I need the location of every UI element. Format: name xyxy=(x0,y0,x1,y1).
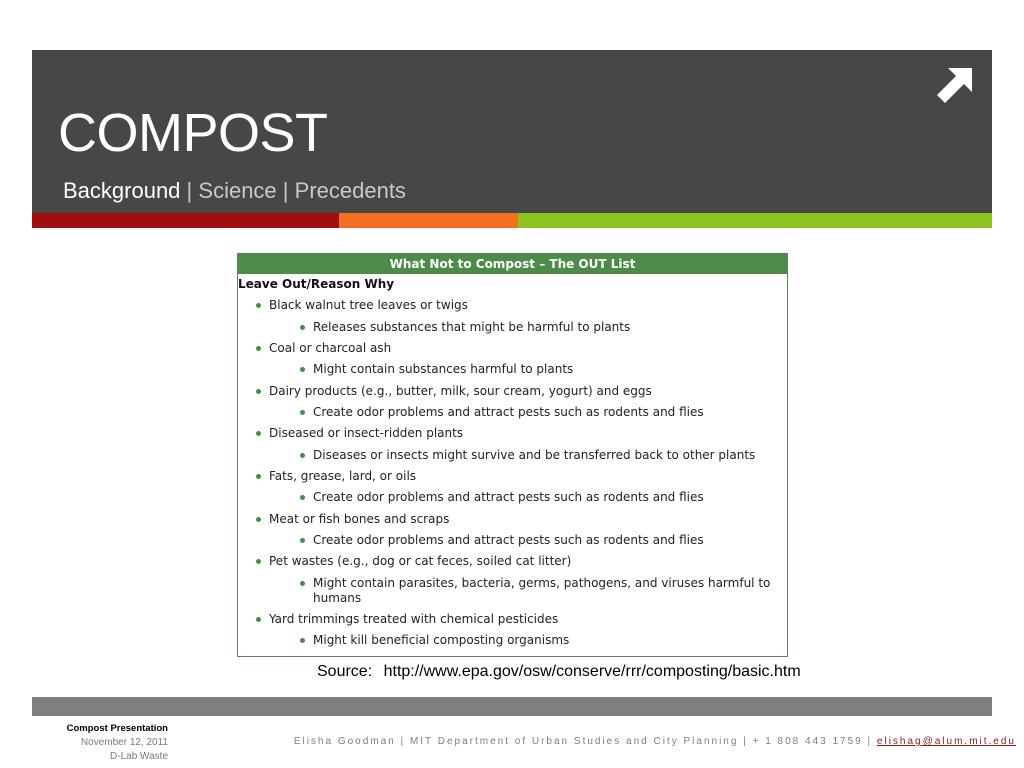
footer-contact xyxy=(294,735,1016,749)
list-item: Yard trimmings treated with chemical pesticides xyxy=(238,612,787,627)
accent-orange-segment xyxy=(339,213,518,228)
list-item-reason: Create odor problems and attract pests such as rodents and flies xyxy=(238,405,787,420)
accent-red-segment xyxy=(32,213,339,228)
presentation-name: Compost Presentation xyxy=(66,723,168,734)
nav-separator: | xyxy=(282,178,289,203)
accent-stripe xyxy=(32,213,992,228)
list-item: Meat or fish bones and scraps xyxy=(238,512,787,527)
out-list-figure xyxy=(237,253,788,657)
accent-green-segment xyxy=(518,213,992,228)
list-item: Dairy products (e.g., butter, milk, sour cream, yogurt) and eggs xyxy=(238,384,787,399)
list-item: Coal or charcoal ash xyxy=(238,341,787,356)
footer-separator: | xyxy=(743,736,748,747)
slide-title: COMPOST xyxy=(58,103,328,163)
email-link[interactable]: elishag@alum.mit.edu xyxy=(876,736,1016,747)
figure-header: What Not to Compost – The OUT List xyxy=(238,254,787,274)
source-citation xyxy=(317,664,801,680)
source-url: http://www.epa.gov/osw/conserve/rrr/composting/basic.htm xyxy=(383,663,801,680)
nav-separator: | xyxy=(186,178,193,203)
list-item-reason: Create odor problems and attract pests such as rodents and flies xyxy=(238,490,787,505)
section-nav xyxy=(63,180,406,202)
list-item-reason: Might contain parasites, bacteria, germs, pathogens, and viruses harmful to humans xyxy=(238,576,787,606)
list-item-reason: Diseases or insects might survive and be transferred back to other plants xyxy=(238,448,787,463)
nav-item-background: Background xyxy=(63,178,181,203)
figure-subheader: Leave Out/Reason Why xyxy=(238,276,395,291)
list-item-reason: Create odor problems and attract pests such as rodents and flies xyxy=(238,533,787,548)
list-item-reason: Releases substances that might be harmful to plants xyxy=(238,320,787,335)
arrow-shape xyxy=(937,68,972,103)
footer-bar xyxy=(32,697,992,716)
list-item: Black walnut tree leaves or twigs xyxy=(238,298,787,313)
author-name: Elisha Goodman xyxy=(293,736,396,747)
source-label: Source: xyxy=(317,663,373,680)
footer-separator: | xyxy=(400,736,406,747)
title-band xyxy=(32,50,992,213)
footer-meta xyxy=(20,722,168,764)
presentation-group: D-Lab Waste xyxy=(110,751,168,762)
arrow-up-right-icon xyxy=(935,65,975,105)
footer-separator: | xyxy=(867,736,873,747)
list-item-reason: Might contain substances harmful to plants xyxy=(238,362,787,377)
list-item-reason: Might kill beneficial composting organisms xyxy=(238,633,787,648)
out-list xyxy=(238,292,787,649)
department: MIT Department of Urban Studies and City Planning xyxy=(409,736,739,747)
phone-number: + 1 808 443 1759 xyxy=(752,736,863,747)
list-item: Pet wastes (e.g., dog or cat feces, soiled cat litter) xyxy=(238,554,787,569)
presentation-date: November 12, 2011 xyxy=(80,737,168,748)
nav-item-science: Science xyxy=(198,178,277,203)
list-item: Fats, grease, lard, or oils xyxy=(238,469,787,484)
list-item: Diseased or insect-ridden plants xyxy=(238,426,787,441)
nav-item-precedents: Precedents xyxy=(294,178,406,203)
